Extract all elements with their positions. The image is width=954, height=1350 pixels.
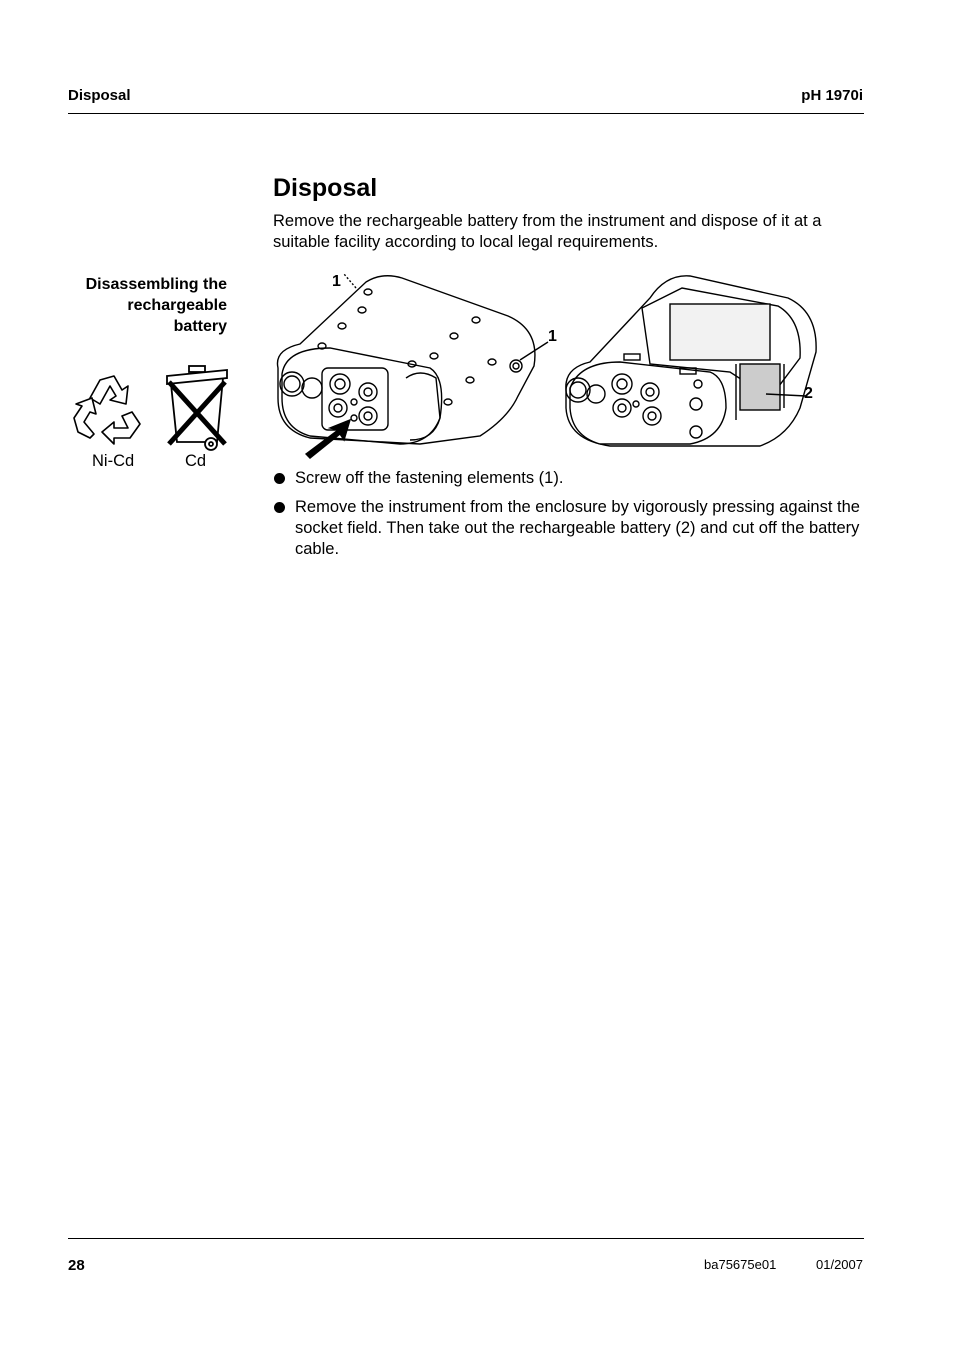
recycle-icon [70, 372, 154, 446]
sidebar-heading-line: rechargeable [127, 297, 227, 314]
running-header-left: Disposal [68, 87, 131, 104]
callout-battery: 2 [804, 385, 813, 402]
step-list [273, 468, 873, 568]
step-text: Remove the instrument from the enclosure by vigorously pressing against the socket field. Then take out the rechargeable battery (2) and cut off the battery cable. [295, 498, 860, 558]
step-text: Screw off the fastening elements (1). [295, 469, 564, 487]
sidebar-heading-line: battery [173, 318, 227, 335]
section-title: Disposal [273, 174, 378, 202]
doc-id: ba75675e01 [704, 1257, 777, 1272]
page-number: 28 [68, 1257, 85, 1274]
running-header-right: pH 1970i [801, 87, 863, 104]
list-item [273, 468, 873, 489]
instrument-figure [270, 268, 830, 460]
footer-rule [68, 1238, 864, 1239]
sidebar-heading [60, 274, 227, 337]
intro-paragraph: Remove the rechargeable battery from the instrument and dispose of it at a suitable facility according to local legal requirements. [273, 212, 822, 251]
symbol-label-nicd: Ni-Cd [92, 452, 135, 470]
callout-fastening-top: 1 [332, 273, 341, 290]
crossed-bin-icon [161, 364, 233, 454]
list-item [273, 497, 873, 560]
doc-date: 01/2007 [816, 1257, 863, 1272]
callout-fastening-side: 1 [548, 328, 557, 345]
symbol-label-cd: Cd [185, 452, 207, 470]
header-rule [68, 113, 864, 114]
sidebar-heading-line: Disassembling the [85, 276, 227, 293]
bullet-icon [274, 502, 285, 513]
bullet-icon [274, 473, 285, 484]
